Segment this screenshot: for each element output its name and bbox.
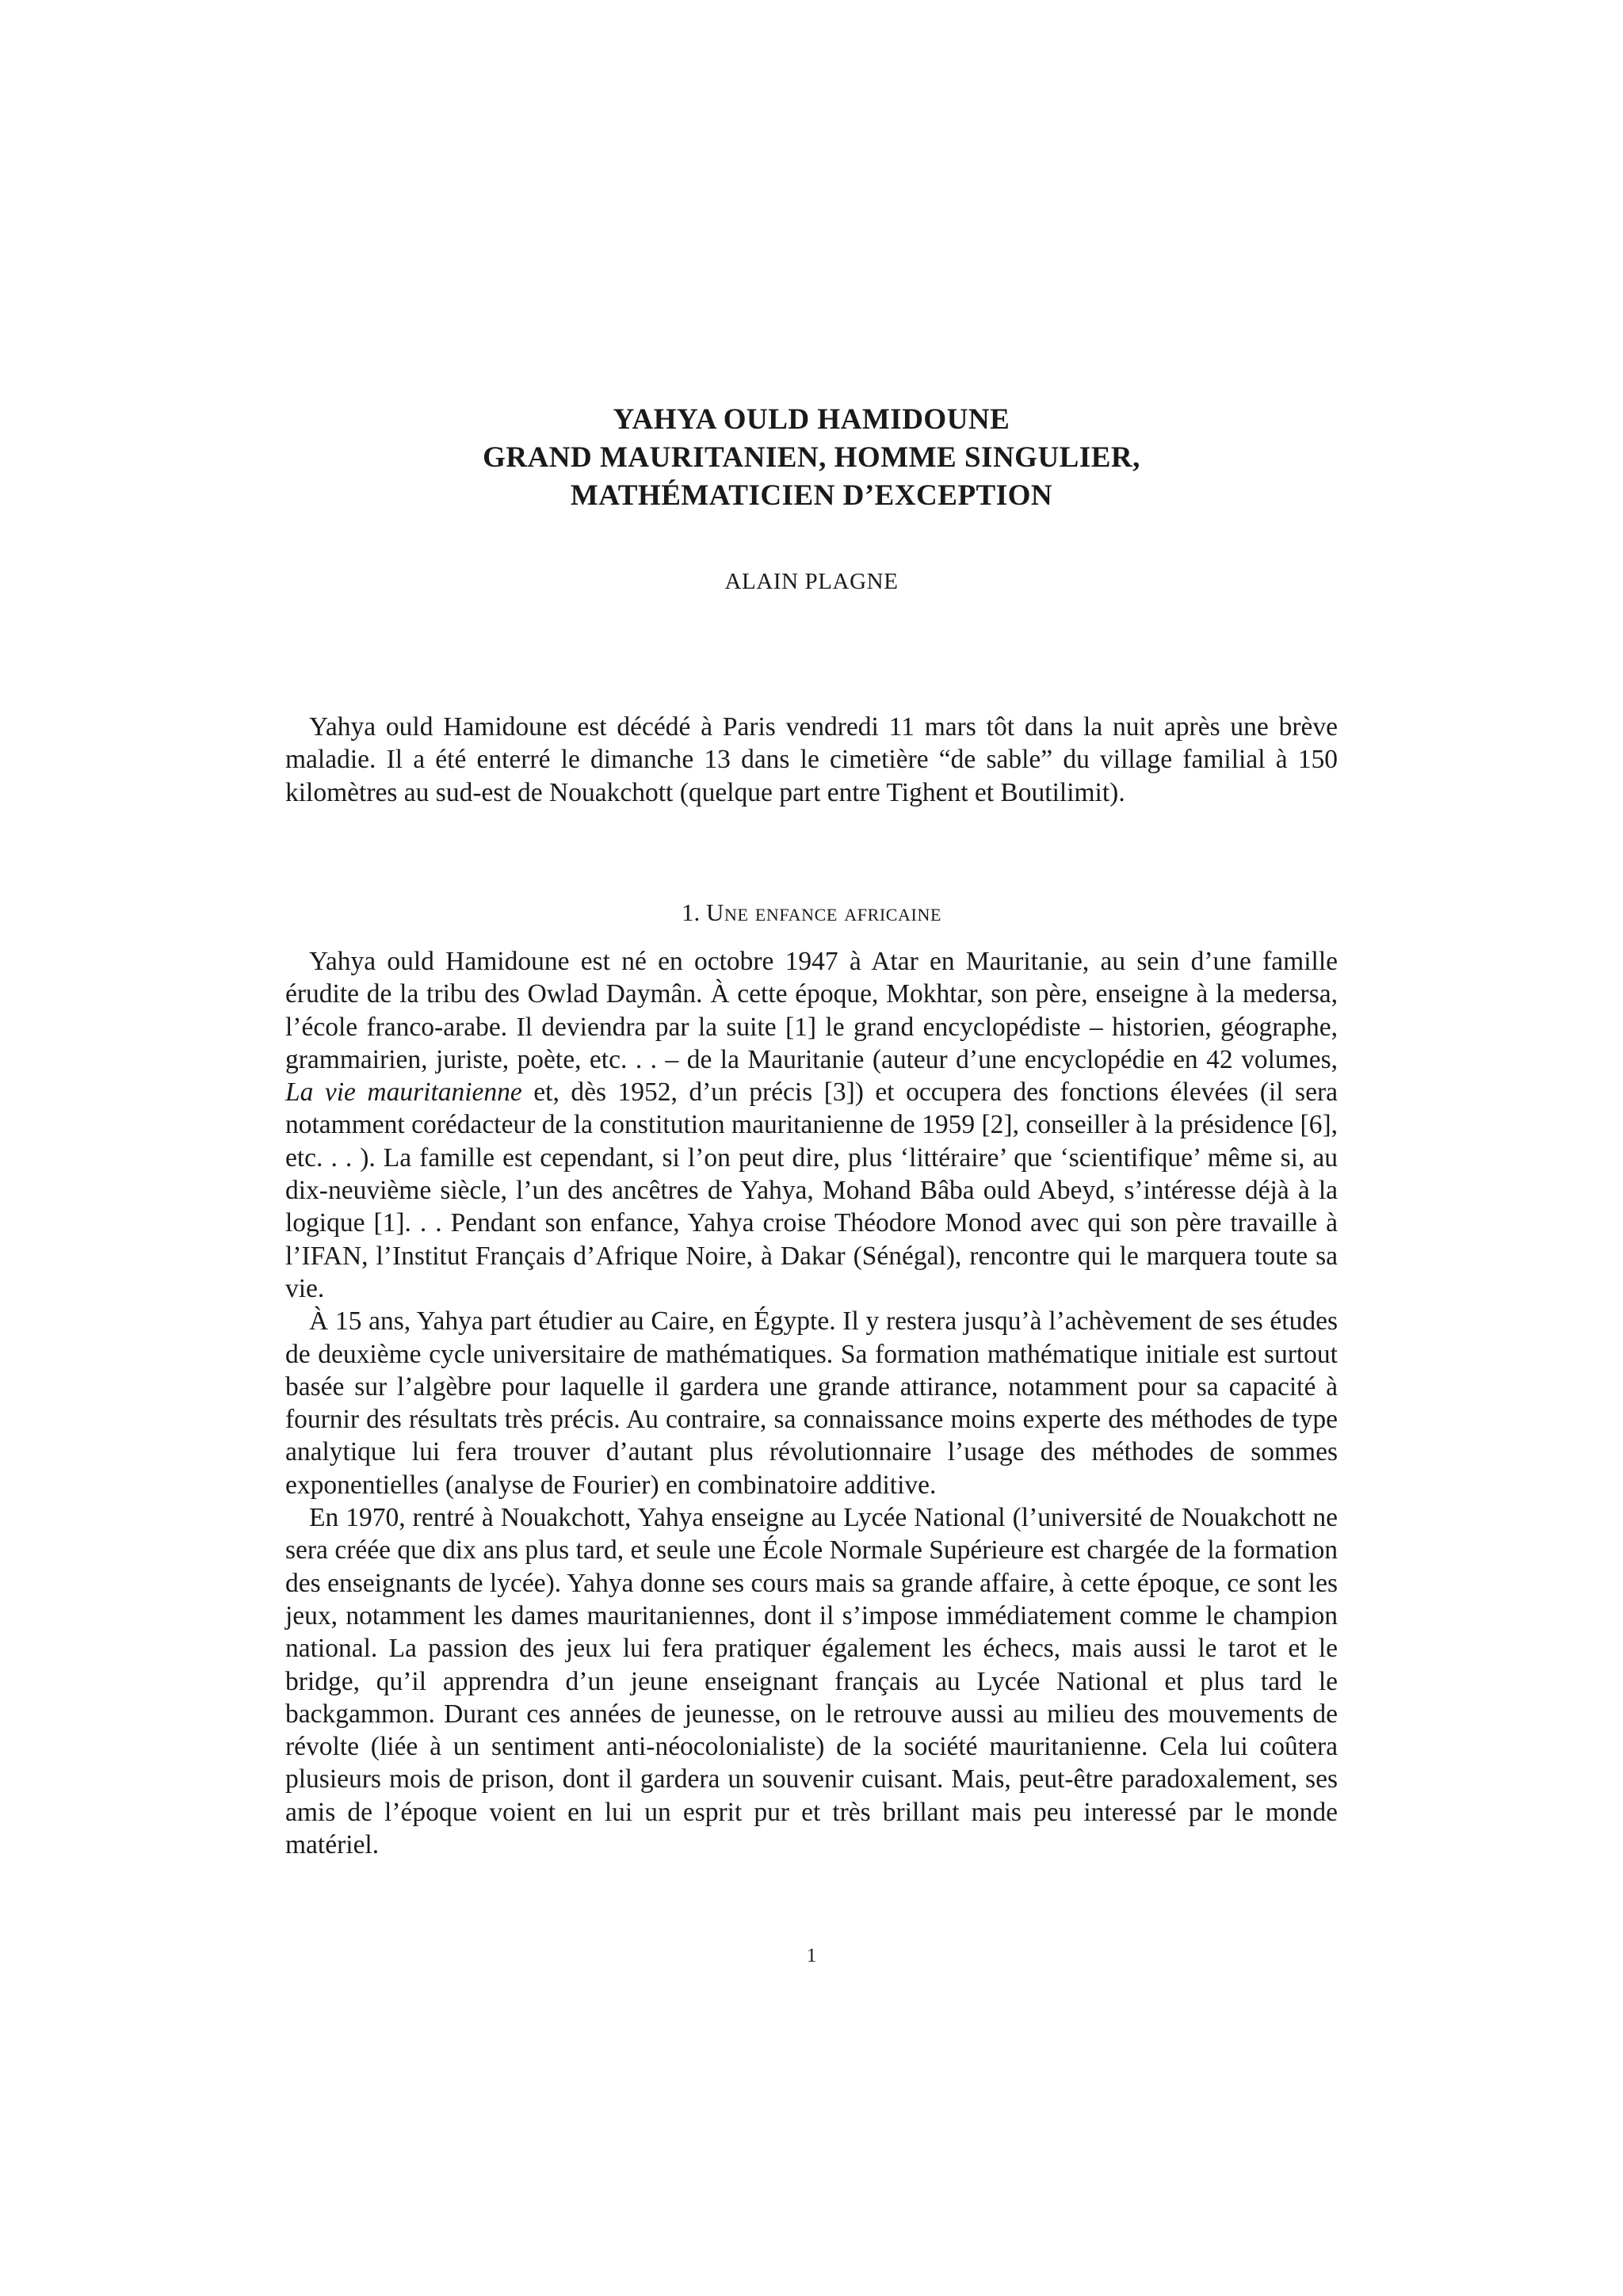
book-title-italic: La vie mauritanienne: [285, 1077, 522, 1108]
paragraph-2: À 15 ans, Yahya part étudier au Caire, en Égypte. Il y restera jusqu’à l’achèvement de ses études de deuxième cycle universitaire de mathématiques. Sa formation mathématique initiale est surtout basée sur l’algèbre pour laquelle il gardera une grande attirance, notamment pour sa capacité à fournir des résultats très précis. Au contraire, sa connaissance moins experte des méthodes de type analytique lui fera trouver d’autant plus révolutionnaire l’usage des méthodes de sommes exponentielles (analyse de Fourier) en combinatoire additive.: [285, 1306, 1338, 1500]
section-body: [285, 945, 1338, 1861]
paragraph-1-part-a: Yahya ould Hamidoune est né en octobre 1947 à Atar en Mauritanie, au sein d’une famille érudite de la tribu des Owlad Daymân. À cette époque, Mokhtar, son père, enseigne à la medersa, l’école franco-arabe. Il deviendra par la suite [1] le grand encyclopédiste – historien, géographe, grammairien, juriste, poète, etc. . . – de la Mauritanie (auteur d’une encyclopédie en 42 volumes,: [285, 947, 1338, 1074]
title-line-1: YAHYA OULD HAMIDOUNE: [613, 403, 1010, 436]
title-line-2: GRAND MAURITANIEN, HOMME SINGULIER,: [483, 441, 1140, 474]
abstract-paragraph: Yahya ould Hamidoune est décédé à Paris vendredi 11 mars tôt dans la nuit après une brève maladie. Il a été enterré le dimanche 13 dans le cimetière “de sable” du village familial à 150 kilomètres au sud-est de Nouakchott (quelque part entre Tighent et Boutilimit).: [285, 712, 1338, 807]
paragraph-1: [285, 945, 1338, 1305]
title-line-3: MATHÉMATICIEN D’EXCEPTION: [570, 479, 1053, 512]
section-title: Une enfance africaine: [706, 898, 941, 926]
paper-title: [0, 401, 1623, 515]
paragraph-1-part-b: et, dès 1952, d’un précis [3]) et occupera des fonctions élevées (il sera notamment corédacteur de la constitution mauritanienne de 1959 [2], conseiller à la présidence [6], etc. . . ). La famille est cependant, si l’on peut dire, plus ‘littéraire’ que ‘scientifique’ même si, au dix-neuvième siècle, l’un des ancêtres de Yahya, Mohand Bâba ould Abeyd, s’intéresse déjà à la logique [1]. . . Pendant son enfance, Yahya croise Théodore Monod avec qui son père travaille à l’IFAN, l’Institut Français d’Afrique Noire, à Dakar (Sénégal), rencontre qui le marquera toute sa vie.: [285, 1077, 1338, 1303]
section-heading: [0, 898, 1623, 927]
page-number: 1: [806, 1945, 817, 1966]
section-number: 1.: [682, 898, 701, 926]
abstract: [285, 711, 1338, 809]
paragraph-3: En 1970, rentré à Nouakchott, Yahya enseigne au Lycée National (l’université de Nouakchott ne sera créée que dix ans plus tard, et seule une École Normale Supérieure est chargée de la formation des enseignants de lycée). Yahya donne ses cours mais sa grande affaire, à cette époque, ce sont les jeux, notamment les dames mauritaniennes, dont il s’impose immédiatement comme le champion national. La passion des jeux lui fera pratiquer également les échecs, mais aussi le tarot et le bridge, qu’il apprendra d’un jeune enseignant français au Lycée National et plus tard le backgammon. Durant ces années de jeunesse, on le retrouve aussi au milieu des mouvements de révolte (liée à un sentiment anti-néocolonialiste) de la société mauritanienne. Cela lui coûtera plusieurs mois de prison, dont il gardera un souvenir cuisant. Mais, peut-être paradoxalement, ses amis de l’époque voient en lui un esprit pur et très brillant mais peu interessé par le monde matériel.: [285, 1503, 1338, 1860]
author-name: ALAIN PLAGNE: [724, 569, 899, 594]
